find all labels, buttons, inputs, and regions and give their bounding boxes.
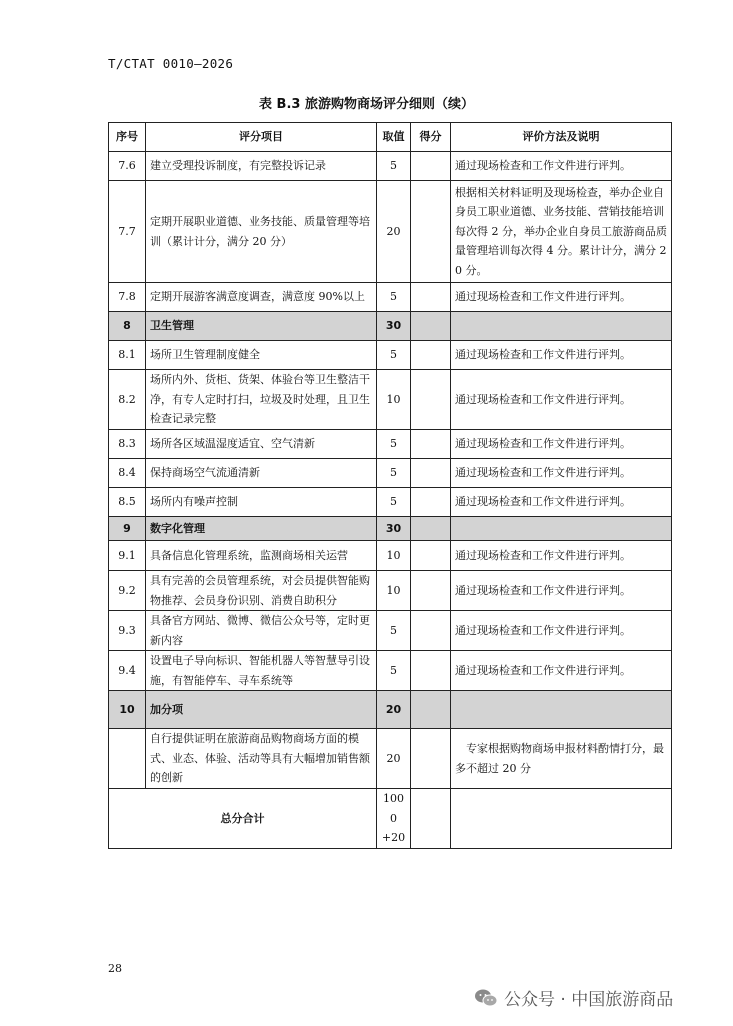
row-value: 10 (377, 541, 411, 571)
row-value: 5 (377, 488, 411, 517)
section-row-bonus (109, 691, 672, 729)
row-score (411, 488, 451, 517)
row-value: 20 (377, 729, 411, 789)
row-method: 通过现场检查和工作文件进行评判。 (451, 152, 672, 181)
table-row (109, 459, 672, 488)
total-score (411, 789, 451, 849)
table-row (109, 729, 672, 789)
row-method: 通过现场检查和工作文件进行评判。 (451, 541, 672, 571)
row-value: 20 (377, 181, 411, 283)
row-item: 建立受理投诉制度，有完整投诉记录 (146, 152, 377, 181)
section-method (451, 691, 672, 729)
row-score (411, 152, 451, 181)
table-row (109, 283, 672, 312)
row-score (411, 729, 451, 789)
page-number: 28 (108, 962, 122, 975)
row-no: 8.4 (109, 459, 146, 488)
table-row (109, 152, 672, 181)
table-row (109, 181, 672, 283)
section-title: 卫生管理 (146, 312, 377, 341)
row-item: 保持商场空气流通清新 (146, 459, 377, 488)
table-title: 表 B.3 旅游购物商场评分细则（续） (259, 97, 474, 112)
row-value: 5 (377, 651, 411, 691)
total-row (109, 789, 672, 849)
header-method: 评价方法及说明 (451, 123, 672, 152)
row-method: 专家根据购物商场申报材料酌情打分，最多不超过 20 分 (451, 729, 672, 789)
row-score (411, 611, 451, 651)
row-score (411, 283, 451, 312)
row-no: 8.1 (109, 341, 146, 370)
row-score (411, 430, 451, 459)
row-item: 具备信息化管理系统，监测商场相关运营 (146, 541, 377, 571)
row-method: 根据相关材料证明及现场检查，举办企业自身员工职业道德、业务技能、营销技能培训每次得 2 分，举办企业自身员工旅游商品质量管理培训每次得 4 分。累计计分，满分 20 分。 (451, 181, 672, 283)
row-no: 7.6 (109, 152, 146, 181)
row-method: 通过现场检查和工作文件进行评判。 (451, 611, 672, 651)
row-no: 9.1 (109, 541, 146, 571)
section-no: 9 (109, 517, 146, 541)
row-score (411, 541, 451, 571)
row-method: 通过现场检查和工作文件进行评判。 (451, 459, 672, 488)
row-no (109, 729, 146, 789)
row-no: 8.5 (109, 488, 146, 517)
table-header-row (109, 123, 672, 152)
row-value: 10 (377, 370, 411, 430)
table-row (109, 430, 672, 459)
table-row (109, 341, 672, 370)
header-no: 序号 (109, 123, 146, 152)
row-method: 通过现场检查和工作文件进行评判。 (451, 341, 672, 370)
section-value: 30 (377, 517, 411, 541)
row-score (411, 341, 451, 370)
row-item: 场所内外、货柜、货架、体验台等卫生整洁干净，有专人定时打扫，垃圾及时处理，且卫生检查记录完整 (146, 370, 377, 430)
row-no: 8.3 (109, 430, 146, 459)
section-row-digital (109, 517, 672, 541)
section-title: 加分项 (146, 691, 377, 729)
row-method: 通过现场检查和工作文件进行评判。 (451, 651, 672, 691)
row-item: 定期开展游客满意度调查，满意度 90%以上 (146, 283, 377, 312)
watermark-text: 公众号 · 中国旅游商品 (504, 990, 674, 1010)
row-item: 具备官方网站、微博、微信公众号等，定时更新内容 (146, 611, 377, 651)
row-value: 5 (377, 430, 411, 459)
watermark (474, 985, 673, 1010)
section-score (411, 517, 451, 541)
row-method: 通过现场检查和工作文件进行评判。 (451, 283, 672, 312)
row-score (411, 370, 451, 430)
section-title: 数字化管理 (146, 517, 377, 541)
row-item: 定期开展职业道德、业务技能、质量管理等培训（累计计分，满分 20 分） (146, 181, 377, 283)
section-score (411, 691, 451, 729)
section-method (451, 517, 672, 541)
row-value: 10 (377, 571, 411, 611)
section-row-hygiene (109, 312, 672, 341)
header-item: 评分项目 (146, 123, 377, 152)
row-method: 通过现场检查和工作文件进行评判。 (451, 370, 672, 430)
row-value: 5 (377, 459, 411, 488)
row-method: 通过现场检查和工作文件进行评判。 (451, 430, 672, 459)
row-item: 场所各区域温湿度适宜、空气清新 (146, 430, 377, 459)
row-no: 9.2 (109, 571, 146, 611)
row-item: 自行提供证明在旅游商品购物商场方面的模式、业态、体验、活动等具有大幅增加销售额的创新 (146, 729, 377, 789)
row-value: 5 (377, 283, 411, 312)
row-score (411, 459, 451, 488)
row-score (411, 651, 451, 691)
row-no: 7.7 (109, 181, 146, 283)
row-item: 场所卫生管理制度健全 (146, 341, 377, 370)
section-no: 8 (109, 312, 146, 341)
row-score (411, 571, 451, 611)
row-no: 7.8 (109, 283, 146, 312)
total-method (451, 789, 672, 849)
table-row (109, 488, 672, 517)
row-score (411, 181, 451, 283)
row-item: 具有完善的会员管理系统，对会员提供智能购物推荐、会员身份识别、消费自助积分 (146, 571, 377, 611)
row-value: 5 (377, 152, 411, 181)
section-value: 20 (377, 691, 411, 729)
row-item: 设置电子导向标识、智能机器人等智慧导引设施，有智能停车、寻车系统等 (146, 651, 377, 691)
header-value: 取值 (377, 123, 411, 152)
row-method: 通过现场检查和工作文件进行评判。 (451, 571, 672, 611)
row-no: 9.4 (109, 651, 146, 691)
table-row (109, 370, 672, 430)
total-value-line2: +20 (381, 831, 406, 844)
row-value: 5 (377, 341, 411, 370)
total-value (377, 789, 411, 849)
row-item: 场所内有噪声控制 (146, 488, 377, 517)
section-no: 10 (109, 691, 146, 729)
table-row (109, 611, 672, 651)
table-row (109, 651, 672, 691)
total-value-line1: 1000 (383, 792, 404, 825)
table-row (109, 571, 672, 611)
row-no: 8.2 (109, 370, 146, 430)
section-method (451, 312, 672, 341)
row-method: 通过现场检查和工作文件进行评判。 (451, 488, 672, 517)
table-row (109, 541, 672, 571)
total-label: 总分合计 (109, 789, 377, 849)
section-value: 30 (377, 312, 411, 341)
header-score: 得分 (411, 123, 451, 152)
scoring-table (108, 122, 672, 849)
wechat-icon (474, 988, 498, 1008)
row-no: 9.3 (109, 611, 146, 651)
row-value: 5 (377, 611, 411, 651)
section-score (411, 312, 451, 341)
standard-code: T/CTAT 0010—2026 (108, 56, 234, 71)
